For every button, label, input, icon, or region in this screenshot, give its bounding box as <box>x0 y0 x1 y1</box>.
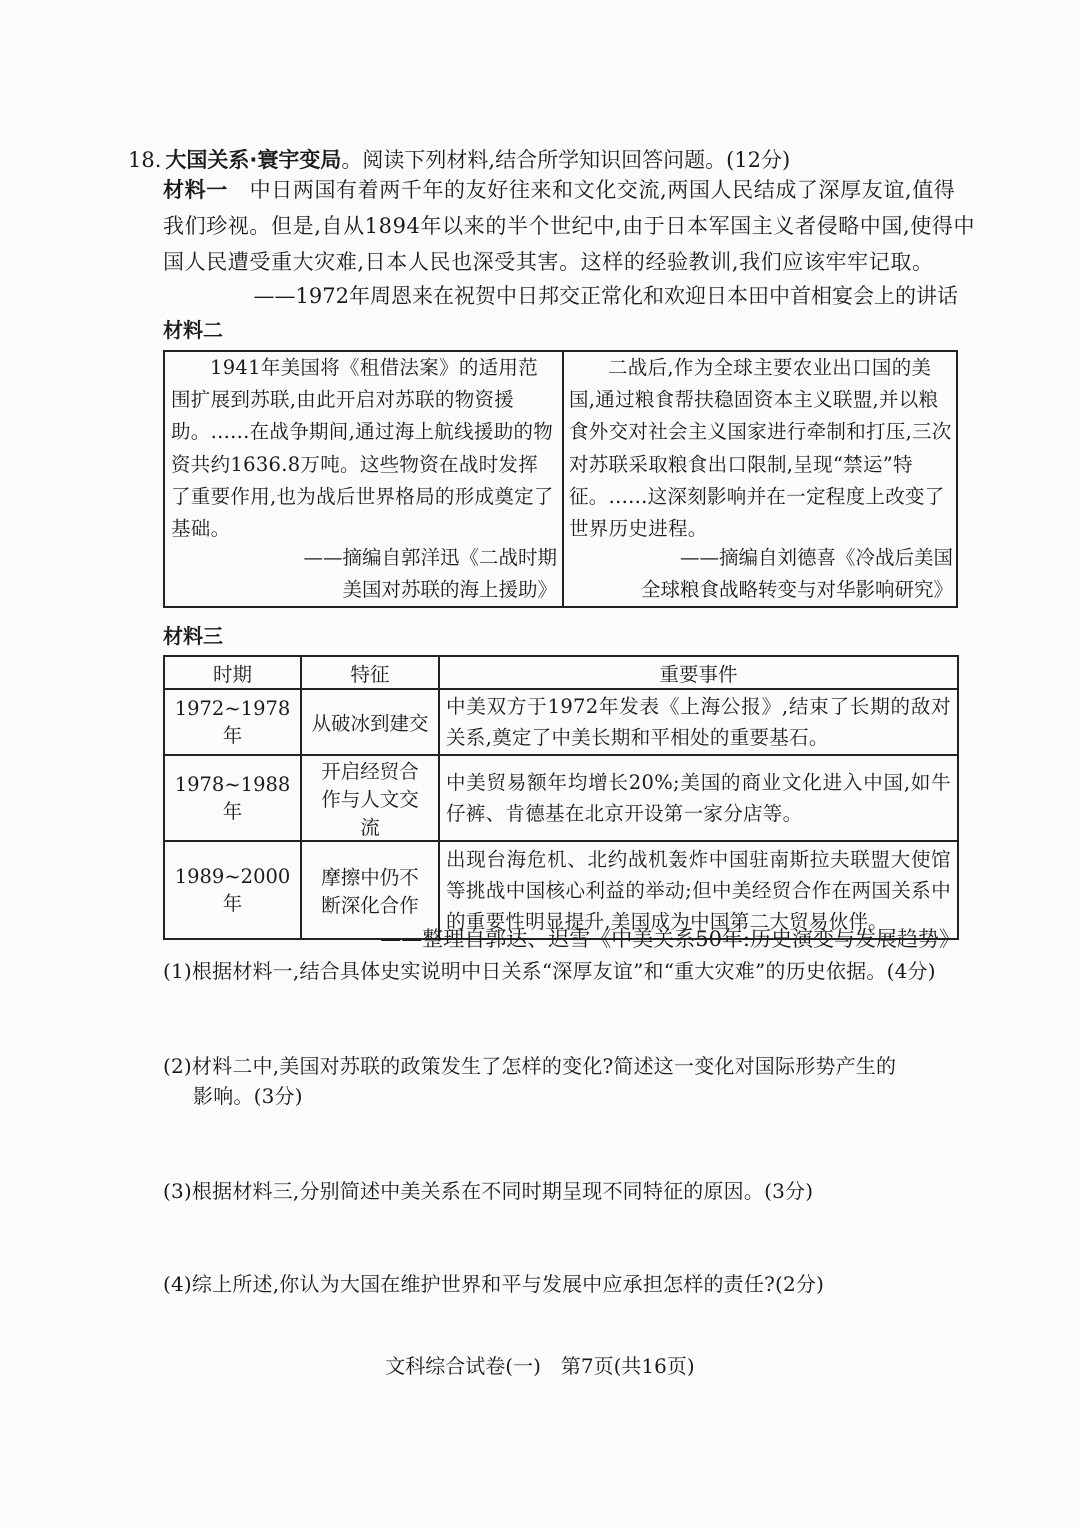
row3-event: 出现台海危机、北约战机轰炸中国驻南斯拉夫联盟大使馆等挑战中国核心利益的举动;但中美经贸合作在两国关系中的重要性明显提升,美国成为中国第二大贸易伙伴。 <box>439 841 958 939</box>
material1-line3: 国人民遭受重大灾难,日本人民也深受其害。这样的经验教训,我们应该牢牢记取。 <box>163 250 934 274</box>
material1-label: 材料一 <box>163 178 228 202</box>
material3-source: ——整理自郭达、迟雪《中美关系50年:历史演变与发展趋势》 <box>380 927 960 951</box>
header-events: 重要事件 <box>439 656 958 689</box>
material2-divider <box>562 352 564 606</box>
material1-source: ——1972年周恩来在祝贺中日邦交正常化和欢迎日本田中首相宴会上的讲话 <box>253 284 958 308</box>
sub-question-2-line2: 影响。(3分) <box>193 1084 303 1108</box>
material2-right-text: 二战后,作为全球主要农业出口国的美国,通过粮食帮扶稳固资本主义联盟,并以粮食外交对社会主义国家进行牵制和打压,三次对苏联采取粮食出口限制,呈现“禁运”特征。......这深刻影响并在一定程度上改变了世界历史进程。 <box>569 356 952 541</box>
question-number: 18. <box>128 148 162 172</box>
material3-table <box>163 655 959 940</box>
material2-label: 材料二 <box>163 318 223 342</box>
material2-right-source-2: 全球粮食战略转变与对华影响研究》 <box>640 578 953 601</box>
table-row <box>164 755 958 841</box>
question-header <box>128 144 790 174</box>
material2-box <box>163 350 958 608</box>
material2-left-source-2: 美国对苏联的海上援助》 <box>342 578 557 601</box>
row1-event: 中美双方于1972年发表《上海公报》,结束了长期的敌对关系,奠定了中美长期和平相处的重要基石。 <box>439 689 958 755</box>
sub-question-2-line1: (2)材料二中,美国对苏联的政策发生了怎样的变化?简述这一变化对国际形势产生的 <box>163 1054 897 1078</box>
row2-feature: 开启经贸合作与人文交流 <box>301 755 439 841</box>
material2-right-source-1: ——摘编自刘德喜《冷战后美国 <box>679 546 953 569</box>
material1-line2: 我们珍视。但是,自从1894年以来的半个世纪中,由于日本军国主义者侵略中国,使得中 <box>163 214 976 238</box>
header-feature: 特征 <box>301 656 439 689</box>
row2-period: 1978~1988年 <box>164 755 301 841</box>
question-instruction: 。阅读下列材料,结合所学知识回答问题。(12分) <box>341 148 791 172</box>
question-topic: 大国关系·寰宇变局 <box>165 148 342 172</box>
sub-question-3: (3)根据材料三,分别简述中美关系在不同时期呈现不同特征的原因。(3分) <box>163 1179 814 1203</box>
row1-period: 1972~1978年 <box>164 689 301 755</box>
material1-line1 <box>163 172 955 208</box>
row3-feature: 摩擦中仍不断深化合作 <box>301 841 439 939</box>
sub-question-1: (1)根据材料一,结合具体史实说明中日关系“深厚友谊”和“重大灾难”的历史依据。(4分) <box>163 959 936 983</box>
header-period: 时期 <box>164 656 301 689</box>
material1-text-line1: 中日两国有着两千年的友好往来和文化交流,两国人民结成了深厚友谊,值得 <box>249 178 956 202</box>
row1-feature: 从破冰到建交 <box>301 689 439 755</box>
table-header-row <box>164 656 958 689</box>
material2-left-text: 1941年美国将《租借法案》的适用范围扩展到苏联,由此开启对苏联的物资援助。......在战争期间,通过海上航线援助的物资共约1636.8万吨。这些物资在战时发挥了重要作用,也为战后世界格局的形成奠定了基础。 <box>171 356 554 541</box>
row2-event: 中美贸易额年均增长20%;美国的商业文化进入中国,如牛仔裤、肯德基在北京开设第一家分店等。 <box>439 755 958 841</box>
table-row <box>164 689 958 755</box>
row3-period: 1989~2000年 <box>164 841 301 939</box>
page-footer: 文科综合试卷(一) 第7页(共16页) <box>385 1354 695 1378</box>
material2-left-source-1: ——摘编自郭洋迅《二战时期 <box>303 546 557 569</box>
material3-label: 材料三 <box>163 624 223 648</box>
sub-question-4: (4)综上所述,你认为大国在维护世界和平与发展中应承担怎样的责任?(2分) <box>163 1272 825 1296</box>
